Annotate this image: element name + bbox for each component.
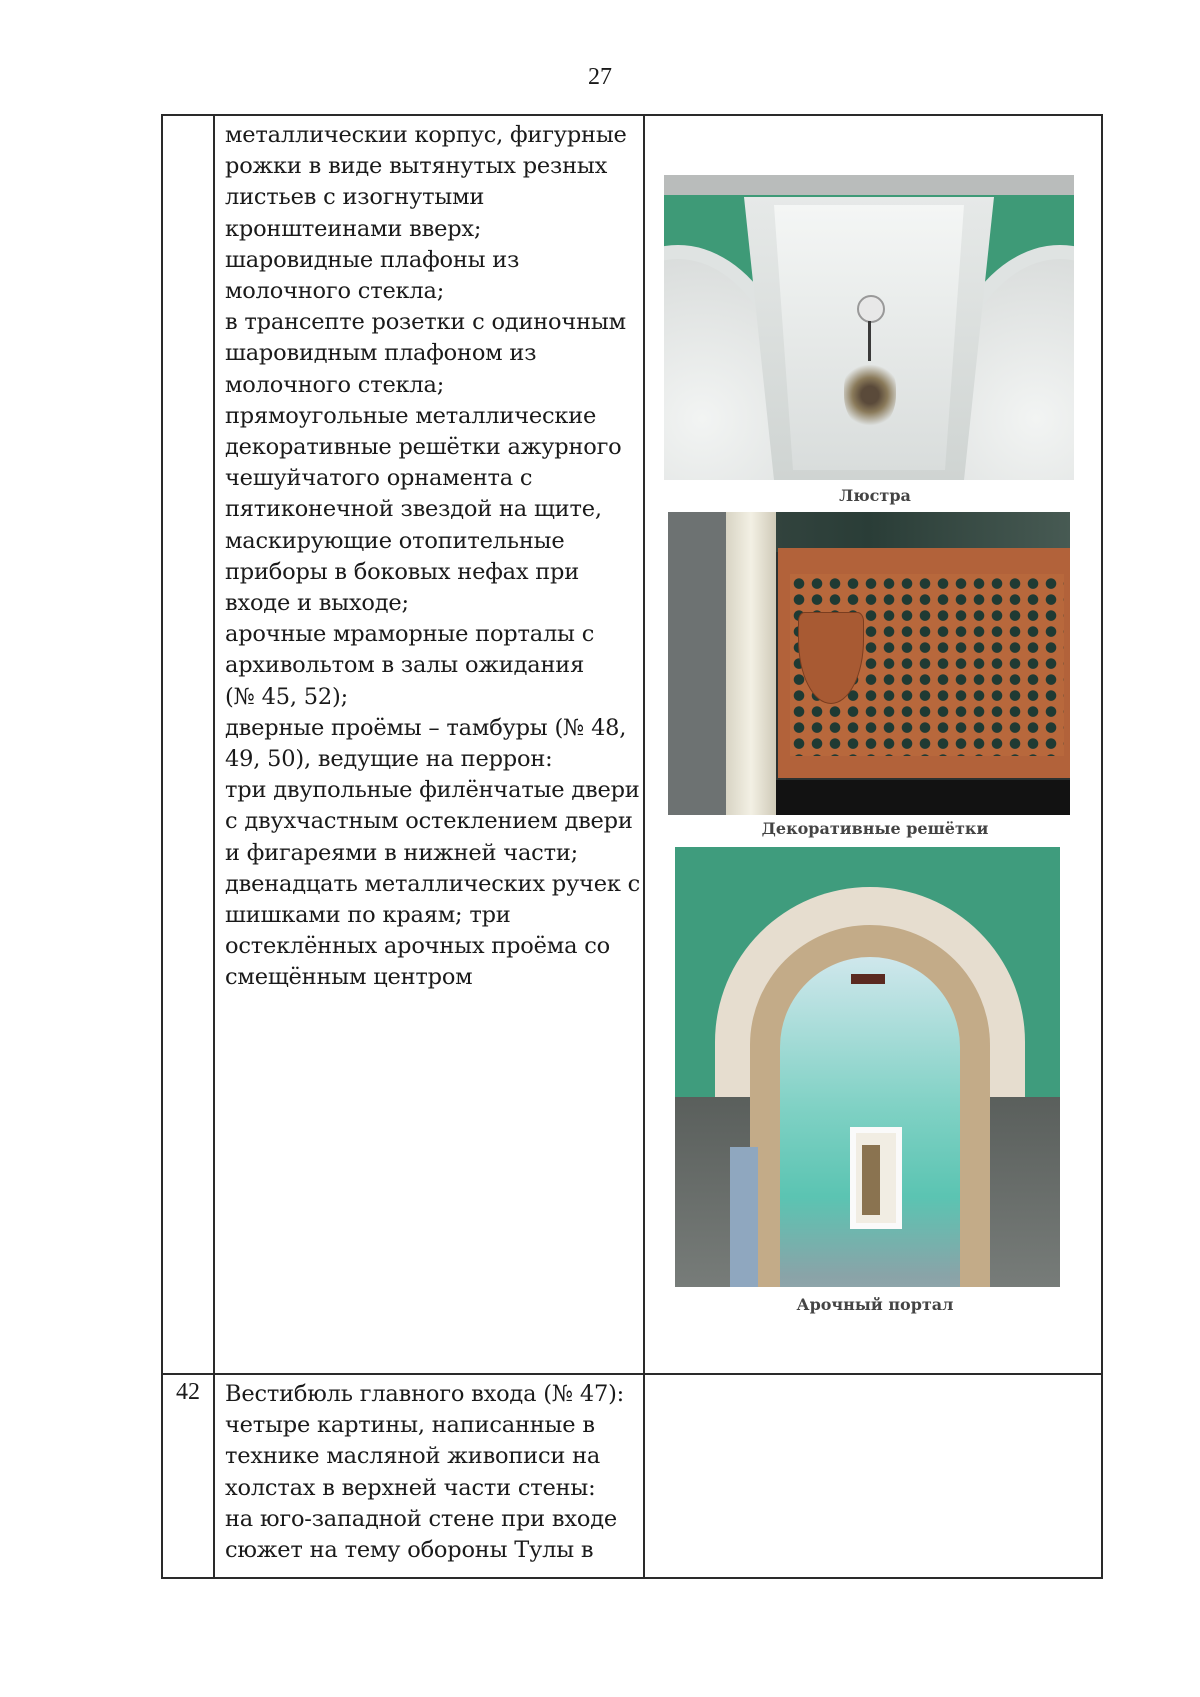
text-line: архивольтом в залы ожидания: [225, 652, 585, 679]
page-number: 27: [588, 64, 612, 90]
text-line: шаровидные плафоны из: [225, 246, 520, 273]
text-line: на юго-западной стене при входе: [225, 1505, 617, 1532]
text-line: шишками по краям; три: [225, 902, 511, 929]
text-line: сюжет на тему обороны Тулы в: [225, 1537, 594, 1564]
text-line: шаровидным плафоном из: [225, 340, 537, 367]
table-row: [163, 1373, 1101, 1577]
chandelier-photo: [664, 175, 1074, 480]
text-line: чешуйчатого орнамента с: [225, 465, 533, 492]
text-line: двенадцать металлических ручек с: [225, 870, 641, 897]
photos-cell: [645, 1375, 1101, 1577]
description-cell: [215, 1375, 645, 1577]
text-line: с двухчастным остеклением двери: [225, 808, 633, 835]
text-line: и фигареями в нижней части;: [225, 839, 579, 866]
photo-caption: Люстра: [839, 486, 911, 505]
text-line: холстах в верхней части стены:: [225, 1474, 596, 1501]
text-line: (№ 45, 52);: [225, 683, 348, 710]
row-number-cell: 42: [163, 1375, 215, 1577]
text-line: три двупольные филёнчатые двери: [225, 777, 640, 804]
text-line: входе и выходе;: [225, 590, 409, 617]
text-line: Вестибюль главного входа (№ 47):: [225, 1381, 625, 1407]
photo-caption: Декоративные решётки: [761, 819, 989, 838]
text-line: дверные проёмы – тамбуры (№ 48,: [225, 714, 627, 741]
text-line: металлическии корпус, фигурные: [225, 122, 627, 148]
arched-portal-photo: [675, 847, 1060, 1287]
text-line: остеклённых арочных проёма со: [225, 933, 610, 960]
table-row: [163, 116, 1101, 1373]
text-line: молочного стекла;: [225, 371, 445, 398]
text-line: четыре картины, написанные в: [225, 1412, 595, 1439]
row-number-cell: [163, 116, 215, 1373]
text-line: прямоугольные металлические: [225, 402, 597, 429]
text-line: декоративные решётки ажурного: [225, 434, 622, 461]
decorative-grille-photo: [668, 512, 1070, 815]
photos-cell: [645, 116, 1101, 1373]
text-line: листьев с изогнутыми: [225, 184, 485, 211]
text-line: пятиконечной звездой на щите,: [225, 496, 602, 523]
text-line: рожки в виде вытянутых резных: [225, 153, 608, 180]
text-line: молочного стекла;: [225, 278, 445, 305]
text-line: маскирующие отопительные: [225, 527, 565, 554]
text-line: в трансепте розетки с одиночным: [225, 309, 626, 336]
text-line: технике масляной живописи на: [225, 1443, 601, 1470]
heritage-items-table: [161, 114, 1103, 1579]
text-line: приборы в боковых нефах при: [225, 558, 580, 585]
text-line: кронштеинами вверх;: [225, 215, 482, 242]
description-cell: [215, 116, 645, 1373]
photo-caption: Арочный портал: [796, 1295, 954, 1314]
text-line: смещённым центром: [225, 964, 473, 991]
text-line: арочные мраморные порталы с: [225, 621, 595, 648]
text-line: 49, 50), ведущие на перрон:: [225, 746, 553, 773]
